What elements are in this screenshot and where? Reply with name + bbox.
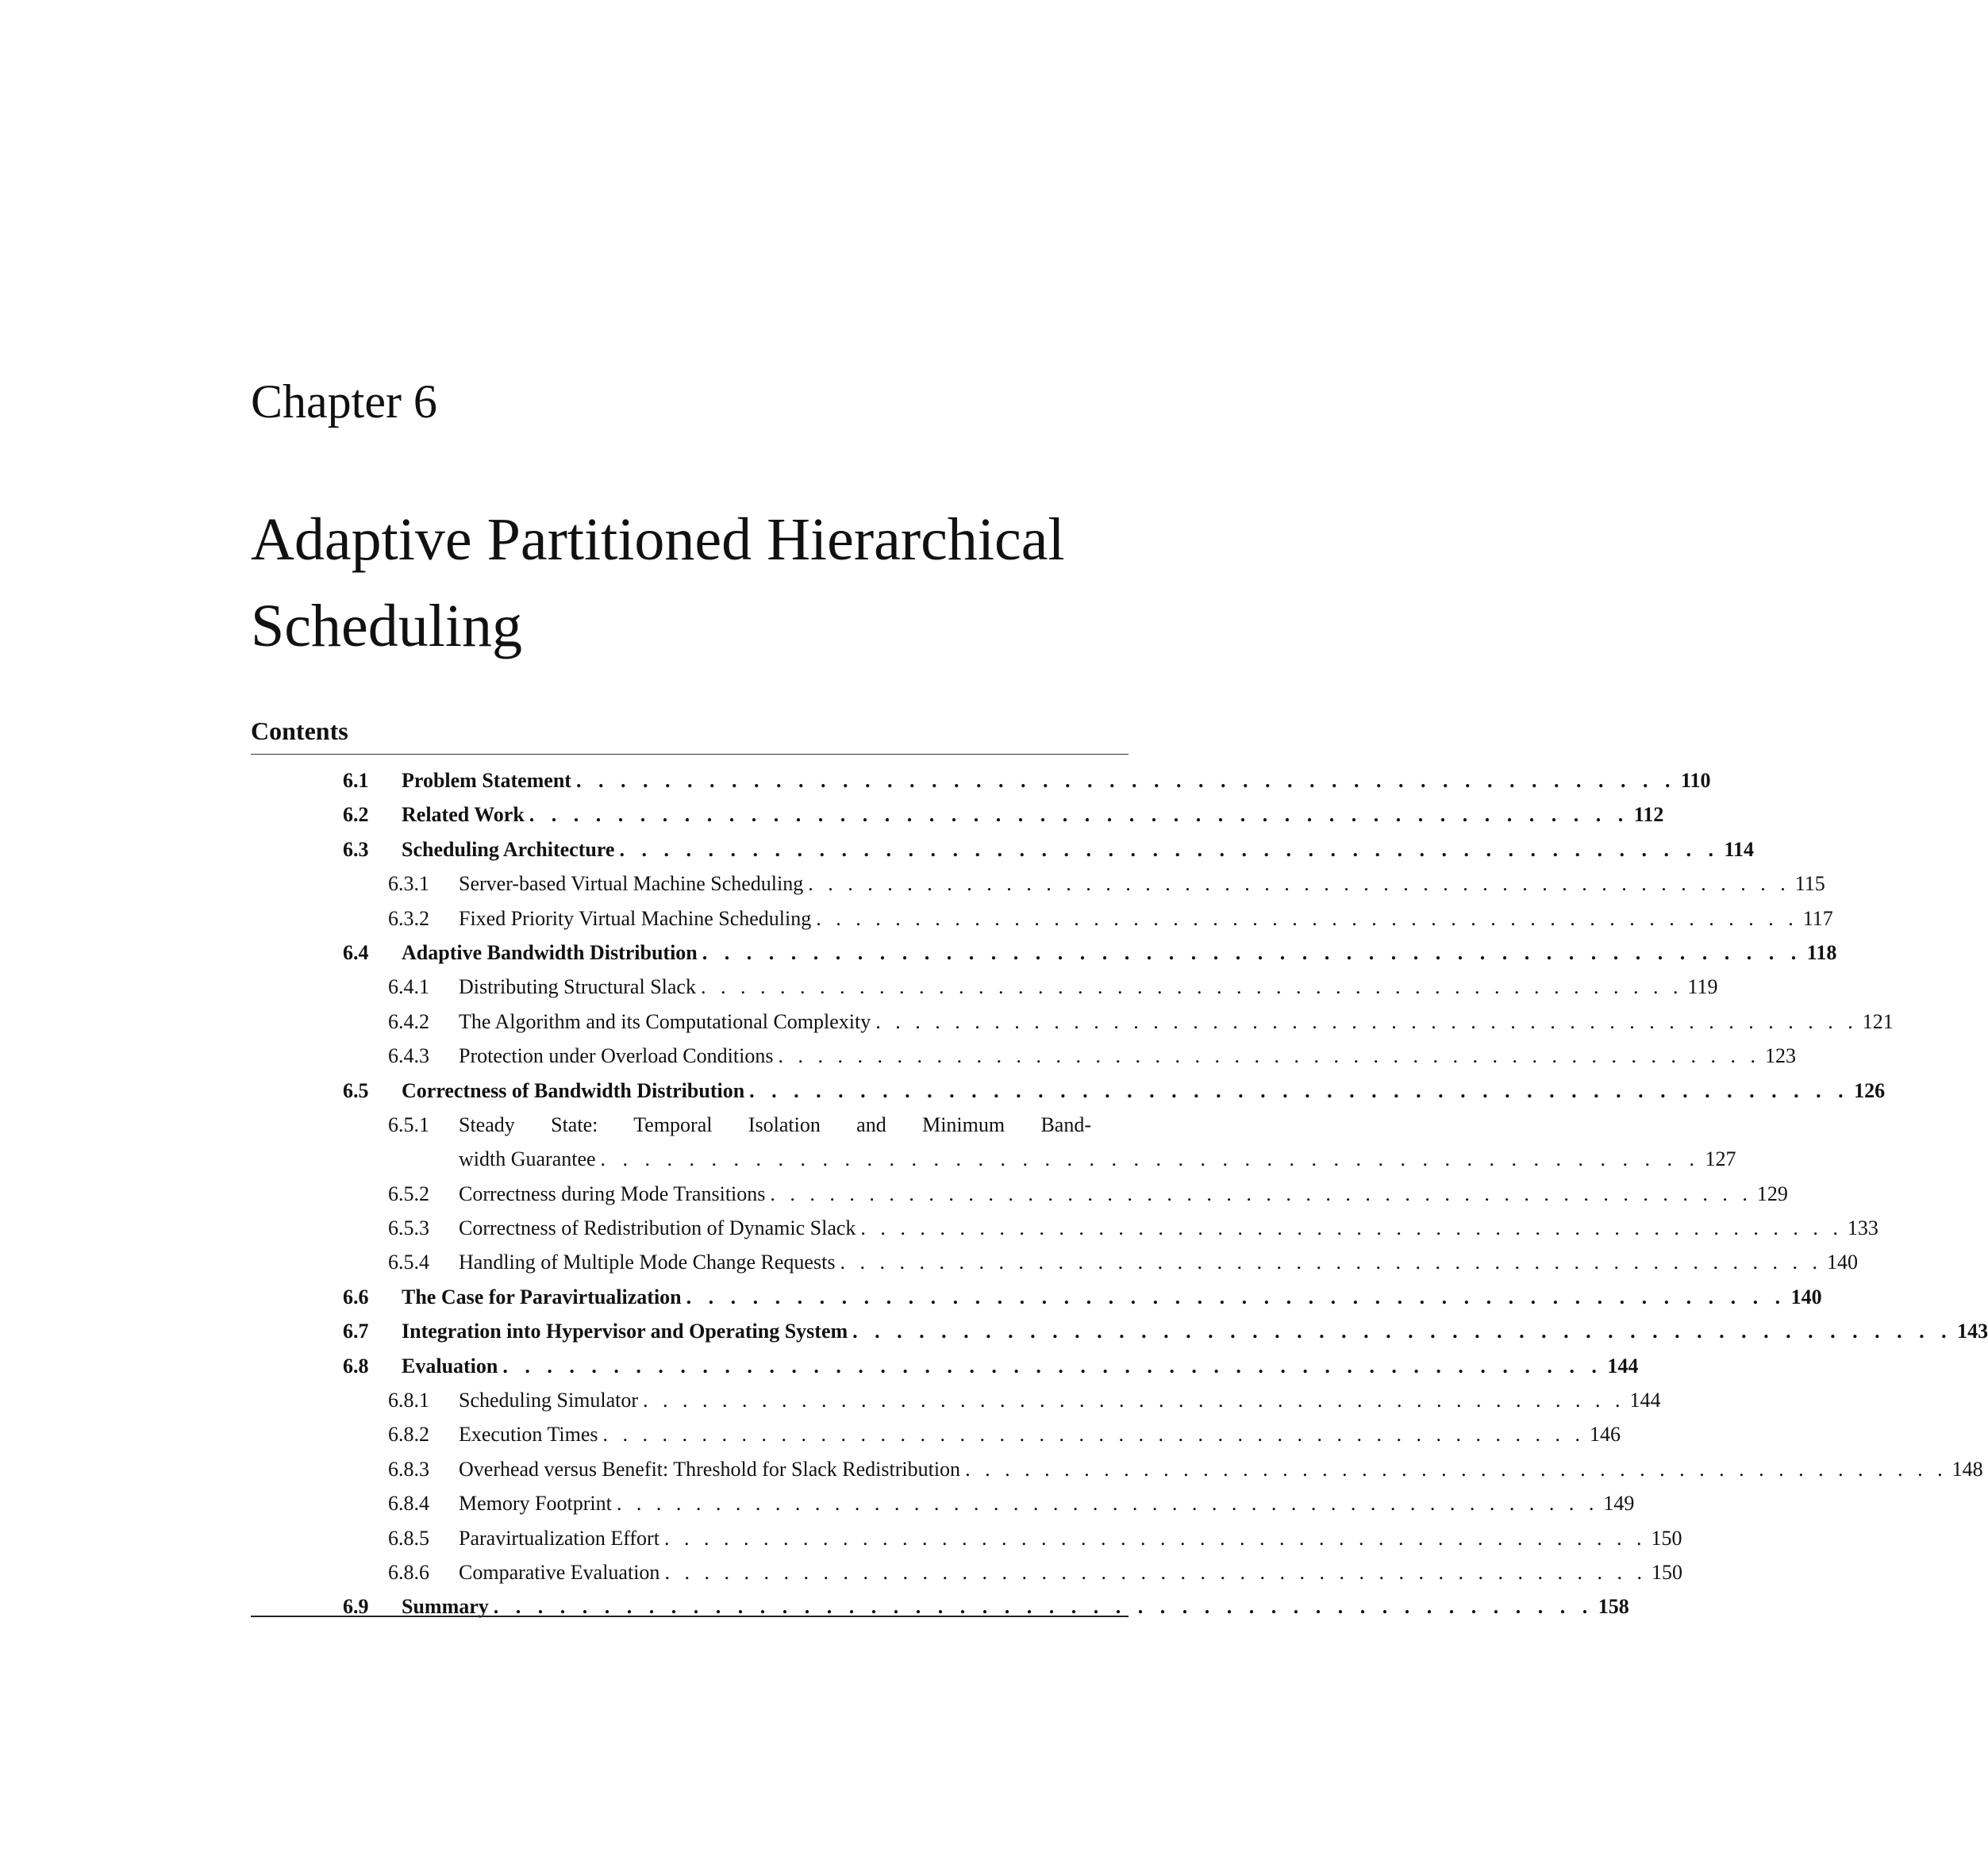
toc-dot-leader: . . . . . . . . . . . . . . . . . . . . . . . . . . . . . . . . . . . . . . . . . . . . . . . . . . bbox=[808, 872, 1790, 896]
toc-entry-title: Integration into Hypervisor and Operating System bbox=[402, 1320, 848, 1343]
toc-entry-number: 6.5 bbox=[343, 1078, 369, 1102]
toc-dot-leader: . . . . . . . . . . . . . . . . . . . . . . . . . . . . . . . . . . . . . . . . . . . . . . . . . . bbox=[619, 837, 1720, 861]
toc-entry-title: Protection under Overload Conditions bbox=[459, 1044, 774, 1068]
toc-entry-number: 6.4.2 bbox=[388, 1009, 429, 1033]
toc-entry-title: Memory Footprint bbox=[459, 1492, 612, 1516]
toc-entry-page: 146 bbox=[1590, 1423, 1621, 1447]
table-of-contents bbox=[251, 763, 1988, 1624]
toc-dot-leader: . . . . . . . . . . . . . . . . . . . . . . . . . . . . . . . . . . . . . . . . . . . . . . . . . . bbox=[770, 1182, 1752, 1205]
toc-dot-leader: . . . . . . . . . . . . . . . . . . . . . . . . . . . . . . . . . . . . . . . . . . . . . . . . . . bbox=[965, 1457, 1948, 1481]
toc-entry-page: 119 bbox=[1687, 975, 1718, 999]
toc-subsection-entry[interactable] bbox=[251, 1452, 1983, 1486]
toc-dot-leader: . . . . . . . . . . . . . . . . . . . . . . . . . . . . . . . . . . . . . . . . . . . . . . . . . . bbox=[602, 1423, 1586, 1447]
toc-dot-leader: . . . . . . . . . . . . . . . . . . . . . . . . . . . . . . . . . . . . . . . . . . . . . . . . . . bbox=[643, 1389, 1625, 1412]
toc-entry-title: Scheduling Architecture bbox=[402, 837, 615, 861]
toc-dot-leader: . . . . . . . . . . . . . . . . . . . . . . . . . . . . . . . . . . . . . . . . . . . . . . . . . . bbox=[616, 1492, 1599, 1516]
toc-entry-page: 150 bbox=[1651, 1526, 1682, 1550]
toc-subsection-entry[interactable] bbox=[251, 1211, 1878, 1245]
toc-entry-number: 6.8.5 bbox=[388, 1526, 429, 1550]
toc-dot-leader: . . . . . . . . . . . . . . . . . . . . . . . . . . . . . . . . . . . . . . . . . . . . . . . . . . bbox=[663, 1526, 1647, 1550]
toc-entry-body bbox=[402, 1314, 1988, 1348]
toc-dot-leader: . . . . . . . . . . . . . . . . . . . . . . . . . . . . . . . . . . . . . . . . . . . . . . . . . . bbox=[502, 1354, 1603, 1378]
toc-entry-body bbox=[402, 1349, 1639, 1383]
toc-entry-number: 6.4.1 bbox=[388, 975, 429, 999]
toc-entry-title: Comparative Evaluation bbox=[459, 1560, 660, 1584]
toc-dot-leader: . . . . . . . . . . . . . . . . . . . . . . . . . . . . . . . . . . . . . . . . . . . . . . . . . . bbox=[664, 1560, 1647, 1584]
toc-subsection-entry[interactable] bbox=[251, 1039, 1796, 1073]
toc-entry-page: 126 bbox=[1854, 1078, 1886, 1102]
toc-subsection-entry[interactable] bbox=[251, 1417, 1621, 1451]
toc-section-entry[interactable] bbox=[251, 1074, 1886, 1108]
toc-entry-body bbox=[459, 1452, 1983, 1486]
toc-entry-body bbox=[459, 1417, 1621, 1451]
toc-entry-title: Overhead versus Benefit: Threshold for Slack Redistribution bbox=[459, 1457, 961, 1481]
toc-entry-body bbox=[459, 867, 1825, 901]
toc-entry-number: 6.8.2 bbox=[388, 1423, 429, 1447]
toc-entry-number: 6.3 bbox=[343, 837, 369, 861]
toc-entry-page: 140 bbox=[1790, 1285, 1822, 1308]
toc-entry-body bbox=[459, 901, 1833, 936]
toc-entry-number: 6.7 bbox=[343, 1320, 369, 1343]
toc-entry-number: 6.8.4 bbox=[388, 1492, 429, 1516]
toc-dot-leader: . . . . . . . . . . . . . . . . . . . . . . . . . . . . . . . . . . . . . . . . . . . . . . . . . . bbox=[493, 1595, 1594, 1619]
toc-dot-leader: . . . . . . . . . . . . . . . . . . . . . . . . . . . . . . . . . . . . . . . . . . . . . . . . . . bbox=[840, 1251, 1822, 1274]
contents-bottom-rule bbox=[251, 1616, 1129, 1617]
toc-entry-body bbox=[459, 1521, 1682, 1555]
toc-subsection-entry[interactable] bbox=[251, 901, 1833, 936]
toc-entry-title: Paravirtualization Effort bbox=[459, 1526, 659, 1550]
toc-entry-body bbox=[402, 797, 1664, 832]
toc-entry-number: 6.5.4 bbox=[388, 1251, 429, 1274]
toc-entry-page: 158 bbox=[1598, 1595, 1629, 1619]
toc-entry-title: Summary bbox=[402, 1595, 489, 1619]
toc-entry-body bbox=[459, 1142, 1736, 1176]
toc-dot-leader: . . . . . . . . . . . . . . . . . . . . . . . . . . . . . . . . . . . . . . . . . . . . . . . . . . bbox=[852, 1320, 1953, 1343]
toc-entry-body bbox=[459, 1211, 1878, 1245]
toc-subsection-entry[interactable] bbox=[251, 1245, 1858, 1279]
toc-entry-number: 6.4.3 bbox=[388, 1044, 429, 1068]
contents-top-rule bbox=[251, 754, 1129, 755]
toc-subsection-entry[interactable] bbox=[251, 1555, 1682, 1589]
toc-section-entry[interactable] bbox=[251, 1314, 1988, 1348]
toc-subsection-entry[interactable] bbox=[251, 1486, 1635, 1520]
toc-entry-number: 6.5.1 bbox=[388, 1112, 429, 1136]
toc-entry-title: Fixed Priority Virtual Machine Scheduling bbox=[459, 906, 812, 930]
toc-entry-title: Related Work bbox=[402, 803, 525, 827]
toc-subsection-entry[interactable] bbox=[251, 1108, 1129, 1142]
toc-entry-title: Correctness during Mode Transitions bbox=[459, 1182, 766, 1205]
toc-section-entry[interactable] bbox=[251, 763, 1711, 797]
toc-entry-page: 114 bbox=[1724, 837, 1755, 861]
toc-dot-leader: . . . . . . . . . . . . . . . . . . . . . . . . . . . . . . . . . . . . . . . . . . . . . . . . . . bbox=[749, 1078, 1850, 1102]
toc-entry-number: 6.3.1 bbox=[388, 872, 429, 896]
toc-entry-body bbox=[459, 1039, 1796, 1073]
toc-entry-page: 133 bbox=[1847, 1216, 1878, 1240]
toc-entry-page: 149 bbox=[1603, 1492, 1635, 1516]
toc-section-entry[interactable] bbox=[251, 832, 1755, 867]
toc-entry-body bbox=[459, 1108, 1091, 1142]
toc-entry-number: 6.9 bbox=[343, 1595, 369, 1619]
toc-dot-leader: . . . . . . . . . . . . . . . . . . . . . . . . . . . . . . . . . . . . . . . . . . . . . . . . . . bbox=[860, 1216, 1843, 1240]
toc-entry-number: 6.8.6 bbox=[388, 1560, 429, 1584]
toc-entry-title: Evaluation bbox=[402, 1354, 498, 1378]
toc-entry-number: 6.2 bbox=[343, 803, 369, 827]
toc-dot-leader: . . . . . . . . . . . . . . . . . . . . . . . . . . . . . . . . . . . . . . . . . . . . . . . . . . bbox=[600, 1147, 1701, 1171]
toc-entry-page: 118 bbox=[1806, 940, 1837, 964]
toc-subsection-entry[interactable] bbox=[251, 1383, 1661, 1417]
toc-entry-title: Problem Statement bbox=[402, 769, 571, 792]
toc-entry-body bbox=[459, 970, 1718, 1004]
toc-subsection-entry[interactable] bbox=[251, 1177, 1788, 1211]
toc-section-entry[interactable] bbox=[251, 1589, 1629, 1624]
toc-section-entry[interactable] bbox=[251, 936, 1837, 970]
toc-dot-leader: . . . . . . . . . . . . . . . . . . . . . . . . . . . . . . . . . . . . . . . . . . . . . . . . . . bbox=[875, 1009, 1858, 1033]
toc-entry-page: 127 bbox=[1705, 1147, 1736, 1171]
contents-heading: Contents bbox=[251, 717, 348, 745]
toc-entry-number: 6.6 bbox=[343, 1285, 369, 1308]
toc-subsection-entry[interactable] bbox=[251, 1521, 1682, 1555]
toc-entry-title: Scheduling Simulator bbox=[459, 1389, 639, 1412]
toc-dot-leader: . . . . . . . . . . . . . . . . . . . . . . . . . . . . . . . . . . . . . . . . . . . . . . . . . . bbox=[529, 803, 1629, 827]
toc-section-entry[interactable] bbox=[251, 1280, 1822, 1314]
toc-entry-title: Handling of Multiple Mode Change Requests bbox=[459, 1251, 836, 1274]
chapter-title: Adaptive Partitioned Hierarchical Scheduling bbox=[251, 506, 1065, 659]
toc-entry-title: Correctness of Redistribution of Dynamic Slack bbox=[459, 1216, 856, 1240]
toc-entry-body bbox=[402, 1280, 1822, 1314]
toc-entry-body bbox=[402, 763, 1711, 797]
toc-entry-number: 6.5.2 bbox=[388, 1182, 429, 1205]
toc-entry-title: Correctness of Bandwidth Distribution bbox=[402, 1078, 745, 1102]
toc-entry-body bbox=[459, 1245, 1858, 1279]
toc-entry-number: 6.1 bbox=[343, 769, 369, 792]
toc-dot-leader: . . . . . . . . . . . . . . . . . . . . . . . . . . . . . . . . . . . . . . . . . . . . . . . . . . bbox=[575, 769, 1676, 792]
toc-entry-page: 110 bbox=[1680, 769, 1711, 792]
toc-entry-number: 6.8.1 bbox=[388, 1389, 429, 1412]
toc-dot-leader: . . . . . . . . . . . . . . . . . . . . . . . . . . . . . . . . . . . . . . . . . . . . . . . . . . bbox=[702, 940, 1802, 964]
toc-entry-title: Server-based Virtual Machine Scheduling bbox=[459, 872, 804, 896]
toc-subsection-entry[interactable] bbox=[251, 970, 1718, 1004]
toc-entry-body bbox=[459, 1486, 1635, 1520]
toc-entry-body bbox=[459, 1383, 1661, 1417]
toc-dot-leader: . . . . . . . . . . . . . . . . . . . . . . . . . . . . . . . . . . . . . . . . . . . . . . . . . . bbox=[700, 975, 1683, 999]
toc-entry-title: Distributing Structural Slack bbox=[459, 975, 696, 999]
toc-entry-page: 140 bbox=[1826, 1251, 1858, 1274]
toc-entry-title: Adaptive Bandwidth Distribution bbox=[402, 940, 698, 964]
toc-entry-title: Execution Times bbox=[459, 1423, 598, 1447]
toc-entry-number: 6.8.3 bbox=[388, 1457, 429, 1481]
toc-entry-number: 6.3.2 bbox=[388, 906, 429, 930]
toc-entry-page: 129 bbox=[1756, 1182, 1788, 1205]
toc-dot-leader: . . . . . . . . . . . . . . . . . . . . . . . . . . . . . . . . . . . . . . . . . . . . . . . . . . bbox=[686, 1285, 1786, 1308]
toc-dot-leader: . . . . . . . . . . . . . . . . . . . . . . . . . . . . . . . . . . . . . . . . . . . . . . . . . . bbox=[816, 906, 1798, 930]
toc-entry-page: 123 bbox=[1764, 1044, 1796, 1068]
toc-entry-page: 117 bbox=[1802, 906, 1833, 930]
toc-entry-body bbox=[402, 832, 1755, 867]
toc-entry-number: 6.5.3 bbox=[388, 1216, 429, 1240]
toc-subsection-entry[interactable] bbox=[251, 1005, 1894, 1039]
toc-entry-page: 143 bbox=[1957, 1320, 1988, 1343]
toc-entry-page: 148 bbox=[1951, 1457, 1983, 1481]
toc-entry-body bbox=[402, 1589, 1629, 1624]
toc-entry-body bbox=[402, 1074, 1886, 1108]
toc-entry-number: 6.4 bbox=[343, 940, 369, 964]
toc-entry-page: 144 bbox=[1629, 1389, 1661, 1412]
toc-subsection-entry[interactable] bbox=[251, 867, 1825, 901]
toc-entry-body bbox=[459, 1555, 1682, 1589]
toc-section-entry[interactable] bbox=[251, 797, 1664, 832]
toc-entry-page: 150 bbox=[1651, 1560, 1682, 1584]
toc-entry-page: 112 bbox=[1633, 803, 1664, 827]
toc-entry-title: The Case for Paravirtualization bbox=[402, 1285, 682, 1308]
toc-entry-body bbox=[459, 1177, 1788, 1211]
toc-section-entry[interactable] bbox=[251, 1349, 1639, 1383]
chapter-label: Chapter 6 bbox=[251, 375, 437, 428]
toc-entry-body bbox=[459, 1005, 1894, 1039]
toc-entry-page: 121 bbox=[1862, 1009, 1894, 1033]
toc-entry-page: 144 bbox=[1607, 1354, 1639, 1378]
toc-entry-number: 6.8 bbox=[343, 1354, 369, 1378]
toc-entry-title: The Algorithm and its Computational Complexity bbox=[459, 1009, 871, 1033]
toc-entry-title-continuation: width Guarantee bbox=[459, 1147, 596, 1171]
toc-entry-body bbox=[402, 936, 1837, 970]
toc-entry-title: Steady State: Temporal Isolation and Minimum Band- bbox=[459, 1112, 1091, 1136]
toc-dot-leader: . . . . . . . . . . . . . . . . . . . . . . . . . . . . . . . . . . . . . . . . . . . . . . . . . . bbox=[778, 1044, 1760, 1068]
toc-entry-page: 115 bbox=[1794, 872, 1825, 896]
toc-subsection-entry-continuation[interactable] bbox=[251, 1142, 1736, 1176]
